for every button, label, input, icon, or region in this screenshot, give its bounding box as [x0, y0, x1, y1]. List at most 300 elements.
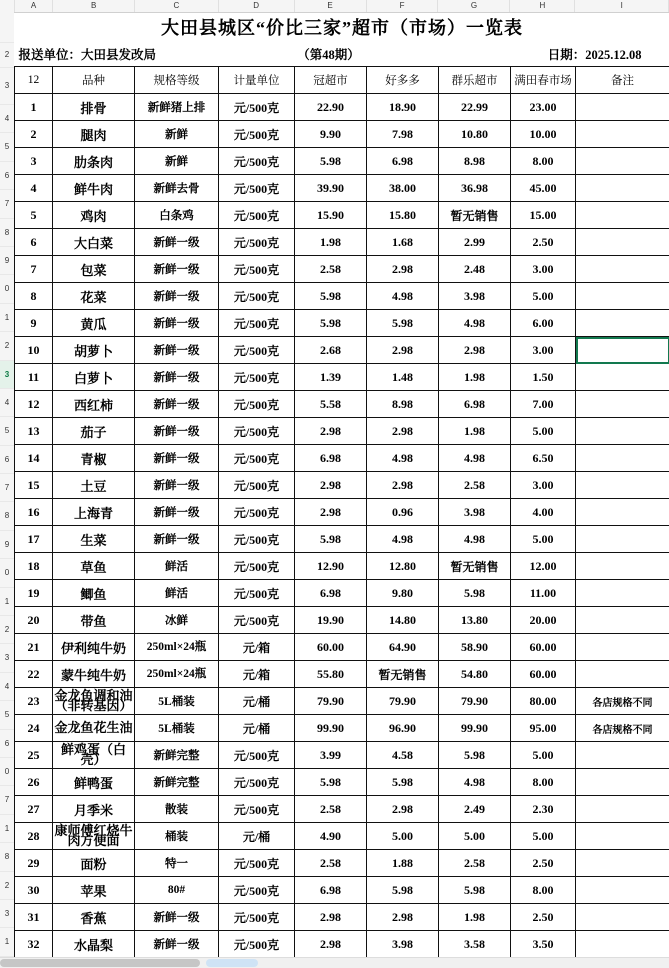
cell-spec[interactable]: 鲜活	[135, 580, 219, 607]
cell-price-1[interactable]: 2.58	[295, 256, 367, 283]
column-header-H[interactable]: H	[510, 0, 575, 12]
cell-unit[interactable]: 元/500克	[219, 526, 295, 553]
cell-price-2[interactable]: 1.88	[367, 850, 439, 877]
cell-item[interactable]: 茄子	[53, 418, 135, 445]
cell-price-3[interactable]: 5.00	[439, 823, 511, 850]
cell-price-3[interactable]: 13.80	[439, 607, 511, 634]
cell-index[interactable]: 22	[15, 661, 53, 688]
cell-note[interactable]	[576, 94, 669, 121]
cell-note[interactable]	[576, 148, 669, 175]
cell-price-1[interactable]: 3.99	[295, 742, 367, 769]
cell-price-2[interactable]: 15.80	[367, 202, 439, 229]
cell-item[interactable]: 带鱼	[53, 607, 135, 634]
cell-price-2[interactable]: 2.98	[367, 472, 439, 499]
cell-price-1[interactable]: 2.58	[295, 796, 367, 823]
cell-unit[interactable]: 元/500克	[219, 418, 295, 445]
cell-unit[interactable]: 元/500克	[219, 283, 295, 310]
cell-price-4[interactable]: 3.00	[511, 337, 576, 364]
cell-unit[interactable]: 元/500克	[219, 202, 295, 229]
cell-price-2[interactable]: 5.98	[367, 310, 439, 337]
cell-price-2[interactable]: 79.90	[367, 688, 439, 715]
cell-item[interactable]: 月季米	[53, 796, 135, 823]
cell-item[interactable]: 肋条肉	[53, 148, 135, 175]
cell-price-3[interactable]: 5.98	[439, 580, 511, 607]
cell-spec[interactable]: 鲜活	[135, 553, 219, 580]
cell-item[interactable]: 胡萝卜	[53, 337, 135, 364]
cell-spec[interactable]: 250ml×24瓶	[135, 634, 219, 661]
cell-index[interactable]: 2	[15, 121, 53, 148]
cell-note[interactable]	[576, 499, 669, 526]
row-header[interactable]: 5	[0, 417, 14, 445]
cell-price-1[interactable]: 5.98	[295, 283, 367, 310]
cell-price-3[interactable]: 2.49	[439, 796, 511, 823]
cell-note[interactable]	[576, 877, 669, 904]
cell-price-1[interactable]: 99.90	[295, 715, 367, 742]
cell-spec[interactable]: 250ml×24瓶	[135, 661, 219, 688]
cell-index[interactable]: 28	[15, 823, 53, 850]
column-header-I[interactable]: I	[575, 0, 669, 12]
cell-price-3[interactable]: 4.98	[439, 310, 511, 337]
cell-spec[interactable]: 80#	[135, 877, 219, 904]
cell-price-2[interactable]: 6.98	[367, 148, 439, 175]
cell-spec[interactable]: 新鲜	[135, 121, 219, 148]
cell-index[interactable]: 9	[15, 310, 53, 337]
cell-price-3[interactable]: 4.98	[439, 445, 511, 472]
row-header[interactable]: 4	[0, 389, 14, 417]
cell-index[interactable]: 26	[15, 769, 53, 796]
cell-price-4[interactable]: 3.00	[511, 472, 576, 499]
row-header[interactable]: 2	[0, 872, 14, 900]
cell-price-1[interactable]: 4.90	[295, 823, 367, 850]
cell-price-4[interactable]: 2.50	[511, 229, 576, 256]
cell-unit[interactable]: 元/500克	[219, 256, 295, 283]
cell-price-4[interactable]: 20.00	[511, 607, 576, 634]
cell-index[interactable]: 3	[15, 148, 53, 175]
cell-price-3[interactable]: 58.90	[439, 634, 511, 661]
cell-price-1[interactable]: 5.98	[295, 769, 367, 796]
cell-note[interactable]	[576, 607, 669, 634]
cell-price-1[interactable]: 6.98	[295, 445, 367, 472]
cell-spec[interactable]: 新鲜一级	[135, 364, 219, 391]
cell-index[interactable]: 17	[15, 526, 53, 553]
cell-item[interactable]: 排骨	[53, 94, 135, 121]
cell-note[interactable]	[576, 445, 669, 472]
cell-note[interactable]	[576, 256, 669, 283]
cell-index[interactable]: 16	[15, 499, 53, 526]
cell-spec[interactable]: 新鲜一级	[135, 229, 219, 256]
cell-item[interactable]: 草鱼	[53, 553, 135, 580]
cell-price-2[interactable]: 12.80	[367, 553, 439, 580]
cell-price-4[interactable]: 60.00	[511, 661, 576, 688]
cell-price-1[interactable]: 9.90	[295, 121, 367, 148]
cell-note[interactable]	[576, 202, 669, 229]
row-header[interactable]: 7	[0, 474, 14, 502]
cell-unit[interactable]: 元/500克	[219, 769, 295, 796]
row-header[interactable]: 2	[0, 332, 14, 360]
cell-price-2[interactable]: 14.80	[367, 607, 439, 634]
cell-unit[interactable]: 元/桶	[219, 715, 295, 742]
column-header-E[interactable]: E	[295, 0, 367, 12]
cell-price-4[interactable]: 2.30	[511, 796, 576, 823]
cell-price-1[interactable]: 22.90	[295, 94, 367, 121]
cell-price-1[interactable]: 60.00	[295, 634, 367, 661]
cell-item[interactable]: 鲜鸭蛋	[53, 769, 135, 796]
cell-price-3[interactable]: 22.99	[439, 94, 511, 121]
cell-note-selected[interactable]	[576, 337, 669, 364]
row-header[interactable]: 3	[0, 68, 14, 105]
cell-price-2[interactable]: 7.98	[367, 121, 439, 148]
cell-price-4[interactable]: 23.00	[511, 94, 576, 121]
cell-note[interactable]	[576, 175, 669, 202]
cell-price-3[interactable]: 36.98	[439, 175, 511, 202]
cell-spec[interactable]: 新鲜去骨	[135, 175, 219, 202]
cell-index[interactable]: 8	[15, 283, 53, 310]
cell-price-4[interactable]: 1.50	[511, 364, 576, 391]
cell-price-1[interactable]: 5.58	[295, 391, 367, 418]
cell-price-3[interactable]: 2.48	[439, 256, 511, 283]
cell-unit[interactable]: 元/500克	[219, 175, 295, 202]
cell-price-3[interactable]: 暂无销售	[439, 553, 511, 580]
row-header[interactable]: 1	[0, 928, 14, 956]
cell-spec[interactable]: 新鲜	[135, 148, 219, 175]
cell-price-4[interactable]: 60.00	[511, 634, 576, 661]
cell-price-2[interactable]: 4.98	[367, 283, 439, 310]
cell-price-3[interactable]: 3.58	[439, 931, 511, 958]
cell-price-3[interactable]: 79.90	[439, 688, 511, 715]
cell-price-1[interactable]: 5.98	[295, 310, 367, 337]
horizontal-scrollbar[interactable]	[0, 957, 669, 968]
cell-price-2[interactable]: 64.90	[367, 634, 439, 661]
cell-price-2[interactable]: 2.98	[367, 337, 439, 364]
cell-unit[interactable]: 元/箱	[219, 661, 295, 688]
cell-price-2[interactable]: 2.98	[367, 904, 439, 931]
cell-note[interactable]: 各店规格不同	[576, 688, 669, 715]
cell-unit[interactable]: 元/500克	[219, 472, 295, 499]
cell-price-1[interactable]: 6.98	[295, 580, 367, 607]
cell-price-2[interactable]: 0.96	[367, 499, 439, 526]
cell-unit[interactable]: 元/500克	[219, 904, 295, 931]
cell-price-4[interactable]: 5.00	[511, 283, 576, 310]
cell-unit[interactable]: 元/500克	[219, 445, 295, 472]
row-header[interactable]: 9	[0, 531, 14, 559]
cell-index[interactable]: 25	[15, 742, 53, 769]
row-header[interactable]: 4	[0, 673, 14, 701]
cell-price-2[interactable]: 4.98	[367, 445, 439, 472]
cell-price-1[interactable]: 2.98	[295, 418, 367, 445]
row-header[interactable]: 1	[0, 304, 14, 332]
cell-item[interactable]: 伊利纯牛奶	[53, 634, 135, 661]
cell-unit[interactable]: 元/500克	[219, 580, 295, 607]
cell-price-2[interactable]: 5.98	[367, 877, 439, 904]
cell-unit[interactable]: 元/500克	[219, 148, 295, 175]
cell-price-3[interactable]: 5.98	[439, 877, 511, 904]
cell-price-3[interactable]: 1.98	[439, 904, 511, 931]
cell-price-4[interactable]: 5.00	[511, 418, 576, 445]
cell-item[interactable]: 大白菜	[53, 229, 135, 256]
cell-item[interactable]: 鲫鱼	[53, 580, 135, 607]
cell-price-4[interactable]: 12.00	[511, 553, 576, 580]
cell-price-3[interactable]: 5.98	[439, 742, 511, 769]
cell-index[interactable]: 6	[15, 229, 53, 256]
column-header-A[interactable]: A	[15, 0, 53, 12]
cell-unit[interactable]: 元/500克	[219, 310, 295, 337]
cell-price-1[interactable]: 1.98	[295, 229, 367, 256]
row-header[interactable]: 8	[0, 219, 14, 247]
cell-index[interactable]: 31	[15, 904, 53, 931]
cell-index[interactable]: 19	[15, 580, 53, 607]
cell-spec[interactable]: 新鲜一级	[135, 472, 219, 499]
cell-index[interactable]: 27	[15, 796, 53, 823]
cell-price-4[interactable]: 6.50	[511, 445, 576, 472]
column-header-G[interactable]: G	[438, 0, 510, 12]
cell-unit[interactable]: 元/500克	[219, 94, 295, 121]
cell-note[interactable]	[576, 661, 669, 688]
cell-price-1[interactable]: 55.80	[295, 661, 367, 688]
cell-note[interactable]	[576, 310, 669, 337]
cell-price-4[interactable]: 2.50	[511, 850, 576, 877]
cell-index[interactable]: 18	[15, 553, 53, 580]
column-header-C[interactable]: C	[135, 0, 219, 12]
cell-price-4[interactable]: 5.00	[511, 526, 576, 553]
cell-price-4[interactable]: 95.00	[511, 715, 576, 742]
cell-price-2[interactable]: 4.98	[367, 526, 439, 553]
cell-spec[interactable]: 新鲜猪上排	[135, 94, 219, 121]
cell-spec[interactable]: 5L桶装	[135, 715, 219, 742]
cell-spec[interactable]: 白条鸡	[135, 202, 219, 229]
row-header[interactable]: 3	[0, 644, 14, 672]
row-header-selected[interactable]: 3	[0, 361, 14, 389]
cell-note[interactable]	[576, 931, 669, 958]
cell-price-3[interactable]: 2.99	[439, 229, 511, 256]
cell-item[interactable]: 土豆	[53, 472, 135, 499]
cell-note[interactable]: 各店规格不同	[576, 715, 669, 742]
cell-price-1[interactable]: 2.68	[295, 337, 367, 364]
cell-price-2[interactable]: 2.98	[367, 796, 439, 823]
cell-price-3[interactable]: 1.98	[439, 418, 511, 445]
cell-price-3[interactable]: 8.98	[439, 148, 511, 175]
cell-price-2[interactable]: 18.90	[367, 94, 439, 121]
cell-price-4[interactable]: 5.00	[511, 823, 576, 850]
cell-index[interactable]: 7	[15, 256, 53, 283]
cell-item[interactable]: 香蕉	[53, 904, 135, 931]
cell-note[interactable]	[576, 229, 669, 256]
cell-price-3[interactable]: 54.80	[439, 661, 511, 688]
row-header[interactable]: 0	[0, 758, 14, 786]
cell-item[interactable]: 康师傅红烧牛肉方便面	[54, 823, 133, 848]
row-header[interactable]: 8	[0, 843, 14, 871]
cell-unit[interactable]: 元/500克	[219, 742, 295, 769]
cell-spec[interactable]: 新鲜完整	[135, 742, 219, 769]
cell-price-4[interactable]: 45.00	[511, 175, 576, 202]
cell-price-2[interactable]: 4.58	[367, 742, 439, 769]
scrollbar-secondary-thumb[interactable]	[206, 959, 258, 967]
cell-price-2[interactable]: 9.80	[367, 580, 439, 607]
cell-price-3[interactable]: 暂无销售	[439, 202, 511, 229]
cell-price-4[interactable]: 8.00	[511, 148, 576, 175]
cell-price-1[interactable]: 39.90	[295, 175, 367, 202]
cell-price-1[interactable]: 1.39	[295, 364, 367, 391]
cell-note[interactable]	[576, 526, 669, 553]
cell-index[interactable]: 20	[15, 607, 53, 634]
cell-spec[interactable]: 冰鲜	[135, 607, 219, 634]
row-header[interactable]	[0, 12, 14, 43]
cell-price-3[interactable]: 4.98	[439, 769, 511, 796]
cell-price-3[interactable]: 1.98	[439, 364, 511, 391]
cell-index[interactable]: 32	[15, 931, 53, 958]
cell-note[interactable]	[576, 580, 669, 607]
cell-price-1[interactable]: 2.98	[295, 904, 367, 931]
row-header[interactable]: 2	[0, 43, 14, 68]
cell-price-4[interactable]: 11.00	[511, 580, 576, 607]
cell-price-3[interactable]: 3.98	[439, 283, 511, 310]
cell-index[interactable]: 12	[15, 391, 53, 418]
cell-item[interactable]: 花菜	[53, 283, 135, 310]
cell-spec[interactable]: 5L桶装	[135, 688, 219, 715]
cell-index[interactable]: 4	[15, 175, 53, 202]
cell-unit[interactable]: 元/500克	[219, 391, 295, 418]
cell-spec[interactable]: 新鲜一级	[135, 256, 219, 283]
cell-note[interactable]	[576, 823, 669, 850]
cell-unit[interactable]: 元/500克	[219, 931, 295, 958]
cell-price-2[interactable]: 5.98	[367, 769, 439, 796]
row-header[interactable]: 6	[0, 162, 14, 190]
cell-note[interactable]	[576, 418, 669, 445]
row-header[interactable]: 6	[0, 730, 14, 758]
cell-index[interactable]: 14	[15, 445, 53, 472]
cell-spec[interactable]: 新鲜一级	[135, 391, 219, 418]
cell-index[interactable]: 10	[15, 337, 53, 364]
cell-item[interactable]: 蒙牛纯牛奶	[53, 661, 135, 688]
cell-note[interactable]	[576, 796, 669, 823]
cell-price-1[interactable]: 12.90	[295, 553, 367, 580]
cell-price-2[interactable]: 3.98	[367, 931, 439, 958]
cell-item[interactable]: 黄瓜	[53, 310, 135, 337]
row-header[interactable]: 0	[0, 559, 14, 587]
row-header[interactable]: 7	[0, 786, 14, 814]
cell-price-2[interactable]: 5.00	[367, 823, 439, 850]
row-header[interactable]: 6	[0, 446, 14, 474]
row-header[interactable]: 7	[0, 190, 14, 218]
cell-unit[interactable]: 元/500克	[219, 229, 295, 256]
cell-item[interactable]: 鲜牛肉	[53, 175, 135, 202]
row-header[interactable]: 4	[0, 105, 14, 133]
cell-note[interactable]	[576, 553, 669, 580]
cell-price-3[interactable]: 2.58	[439, 850, 511, 877]
cell-item[interactable]: 包菜	[53, 256, 135, 283]
cell-index[interactable]: 5	[15, 202, 53, 229]
cell-unit[interactable]: 元/500克	[219, 877, 295, 904]
cell-spec[interactable]: 新鲜一级	[135, 931, 219, 958]
cell-spec[interactable]: 新鲜一级	[135, 337, 219, 364]
column-header-B[interactable]: B	[53, 0, 135, 12]
cell-price-3[interactable]: 2.98	[439, 337, 511, 364]
cell-price-2[interactable]: 2.98	[367, 418, 439, 445]
cell-item[interactable]: 生菜	[53, 526, 135, 553]
cell-price-4[interactable]: 8.00	[511, 769, 576, 796]
scrollbar-thumb[interactable]	[0, 959, 200, 967]
cell-spec[interactable]: 特一	[135, 850, 219, 877]
cell-price-2[interactable]: 1.68	[367, 229, 439, 256]
column-header-D[interactable]: D	[219, 0, 295, 12]
cell-item[interactable]: 腿肉	[53, 121, 135, 148]
cell-price-1[interactable]: 2.98	[295, 931, 367, 958]
cell-spec[interactable]: 新鲜一级	[135, 499, 219, 526]
cell-price-4[interactable]: 15.00	[511, 202, 576, 229]
cell-price-1[interactable]: 2.98	[295, 499, 367, 526]
cell-note[interactable]	[576, 472, 669, 499]
cell-price-3[interactable]: 3.98	[439, 499, 511, 526]
cell-note[interactable]	[576, 391, 669, 418]
cell-spec[interactable]: 新鲜完整	[135, 769, 219, 796]
cell-spec[interactable]: 新鲜一级	[135, 445, 219, 472]
cell-index[interactable]: 21	[15, 634, 53, 661]
cell-note[interactable]	[576, 283, 669, 310]
cell-item[interactable]: 鲜鸡蛋（白壳）	[53, 742, 135, 769]
cell-price-4[interactable]: 80.00	[511, 688, 576, 715]
cell-price-4[interactable]: 2.50	[511, 904, 576, 931]
cell-price-4[interactable]: 7.00	[511, 391, 576, 418]
cell-item[interactable]: 苹果	[53, 877, 135, 904]
cell-spec[interactable]: 桶装	[135, 823, 219, 850]
cell-note[interactable]	[576, 850, 669, 877]
cell-index[interactable]: 23	[15, 688, 53, 715]
cell-item[interactable]: 上海青	[53, 499, 135, 526]
cell-price-3[interactable]: 2.58	[439, 472, 511, 499]
cell-unit[interactable]: 元/500克	[219, 607, 295, 634]
cell-price-4[interactable]: 4.00	[511, 499, 576, 526]
cell-spec[interactable]: 新鲜一级	[135, 526, 219, 553]
cell-unit[interactable]: 元/500克	[219, 121, 295, 148]
cell-index[interactable]: 15	[15, 472, 53, 499]
row-header[interactable]: 1	[0, 815, 14, 843]
row-header[interactable]: 1	[0, 588, 14, 616]
cell-note[interactable]	[576, 121, 669, 148]
cell-item[interactable]: 金龙鱼花生油	[53, 715, 135, 742]
cell-item[interactable]: 白萝卜	[53, 364, 135, 391]
cell-index[interactable]: 29	[15, 850, 53, 877]
cell-note[interactable]	[576, 769, 669, 796]
row-header[interactable]: 2	[0, 616, 14, 644]
cell-item[interactable]: 青椒	[53, 445, 135, 472]
cell-unit[interactable]: 元/500克	[219, 364, 295, 391]
row-header[interactable]: 5	[0, 133, 14, 161]
cell-price-3[interactable]: 10.80	[439, 121, 511, 148]
cell-price-4[interactable]: 6.00	[511, 310, 576, 337]
cell-item[interactable]: 面粉	[53, 850, 135, 877]
cell-unit[interactable]: 元/箱	[219, 634, 295, 661]
cell-price-3[interactable]: 99.90	[439, 715, 511, 742]
cell-index[interactable]: 1	[15, 94, 53, 121]
cell-spec[interactable]: 新鲜一级	[135, 904, 219, 931]
column-corner[interactable]	[0, 0, 15, 12]
cell-item[interactable]: 金龙鱼调和油（非转基因）	[54, 688, 133, 713]
cell-item[interactable]: 西红柿	[53, 391, 135, 418]
cell-unit[interactable]: 元/桶	[219, 688, 295, 715]
row-header[interactable]: 3	[0, 900, 14, 928]
cell-item[interactable]: 水晶梨	[53, 931, 135, 958]
cell-spec[interactable]: 新鲜一级	[135, 418, 219, 445]
cell-unit[interactable]: 元/500克	[219, 499, 295, 526]
row-header[interactable]: 5	[0, 701, 14, 729]
cell-price-4[interactable]: 8.00	[511, 877, 576, 904]
cell-price-2[interactable]: 38.00	[367, 175, 439, 202]
cell-spec[interactable]: 散装	[135, 796, 219, 823]
cell-price-1[interactable]: 5.98	[295, 526, 367, 553]
cell-price-3[interactable]: 6.98	[439, 391, 511, 418]
cell-price-1[interactable]: 6.98	[295, 877, 367, 904]
cell-price-1[interactable]: 2.98	[295, 472, 367, 499]
cell-price-2[interactable]: 2.98	[367, 256, 439, 283]
